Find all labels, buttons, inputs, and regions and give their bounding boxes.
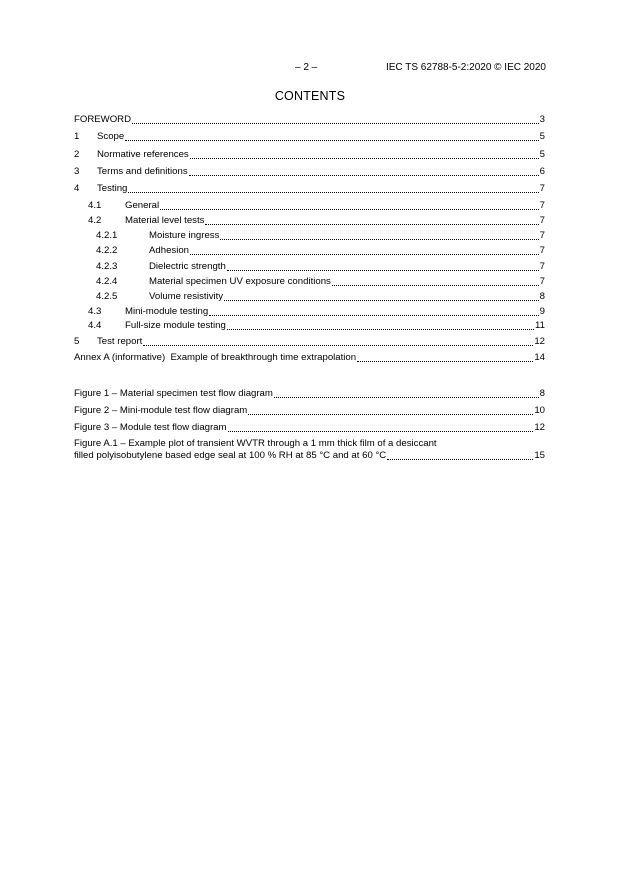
dot-leader bbox=[220, 230, 538, 240]
dot-leader bbox=[227, 261, 539, 271]
dot-leader bbox=[224, 291, 539, 301]
toc-entry-mini-module-testing[interactable] bbox=[88, 306, 545, 318]
figure-entry-page: 15 bbox=[534, 450, 545, 461]
toc-entry-page: 12 bbox=[534, 336, 545, 347]
toc-entry-label: Material level tests bbox=[125, 215, 205, 226]
toc-entry-dielectric-strength[interactable] bbox=[96, 261, 545, 273]
figure-entry-page: 10 bbox=[534, 405, 545, 416]
figure-entry-label: Figure 1 – Material specimen test flow diagram bbox=[74, 388, 273, 399]
figure-entry-label: Figure 3 – Module test flow diagram bbox=[74, 422, 227, 433]
toc-entry-number: 4.1 bbox=[88, 200, 102, 211]
figure-entry-page: 12 bbox=[534, 422, 545, 433]
toc-entry-page: 11 bbox=[535, 320, 545, 331]
toc-entry-label: Normative references bbox=[97, 149, 189, 160]
dot-leader bbox=[160, 200, 539, 210]
dot-leader bbox=[357, 352, 533, 362]
toc-entry-number: 4.4 bbox=[88, 320, 102, 331]
figure-entry-page: 8 bbox=[539, 388, 545, 399]
toc-entry-label: Full-size module testing bbox=[125, 320, 226, 331]
dot-leader bbox=[332, 276, 539, 286]
contents-title: CONTENTS bbox=[274, 89, 346, 103]
dot-leader bbox=[190, 245, 539, 255]
toc-entry-foreword[interactable] bbox=[74, 114, 545, 126]
toc-entry-terms-definitions[interactable] bbox=[74, 166, 545, 178]
toc-entry-page: 8 bbox=[539, 291, 545, 302]
toc-entry-number: 4.2 bbox=[88, 215, 102, 226]
toc-entry-general[interactable] bbox=[88, 200, 545, 212]
dot-leader bbox=[190, 149, 539, 159]
dot-leader bbox=[128, 183, 538, 193]
toc-entry-normative-references[interactable] bbox=[74, 149, 545, 161]
toc-entry-uv-exposure[interactable] bbox=[96, 276, 545, 288]
toc-entry-number: 2 bbox=[74, 149, 80, 160]
dot-leader bbox=[125, 131, 538, 141]
dot-leader bbox=[227, 320, 534, 330]
dot-leader bbox=[132, 114, 539, 124]
dot-leader bbox=[228, 422, 534, 432]
dot-leader bbox=[205, 215, 538, 225]
toc-entry-label: Volume resistivity bbox=[149, 291, 224, 302]
toc-entry-label: Terms and definitions bbox=[97, 166, 188, 177]
toc-entry-page: 7 bbox=[539, 200, 545, 211]
toc-entry-testing[interactable] bbox=[74, 183, 545, 195]
toc-entry-test-report[interactable] bbox=[74, 336, 545, 348]
dot-leader bbox=[387, 450, 533, 460]
toc-entry-number: 3 bbox=[74, 166, 80, 177]
page-number: – 2 – bbox=[295, 62, 318, 73]
figure-entry-label: Figure 2 – Mini-module test flow diagram bbox=[74, 405, 248, 416]
figure-entry-2[interactable] bbox=[74, 405, 545, 417]
toc-entry-number: 1 bbox=[74, 131, 80, 142]
toc-entry-number: 5 bbox=[74, 336, 80, 347]
toc-entry-page: 14 bbox=[534, 352, 545, 363]
toc-entry-label: Dielectric strength bbox=[149, 261, 226, 272]
toc-entry-scope[interactable] bbox=[74, 131, 545, 143]
toc-entry-label: Scope bbox=[97, 131, 125, 142]
figure-entry-a1-line1[interactable]: Figure A.1 – Example plot of transient WVTR through a 1 mm thick film of a desiccant bbox=[74, 438, 437, 449]
dot-leader bbox=[143, 336, 533, 346]
toc-entry-page: 6 bbox=[539, 166, 545, 177]
toc-entry-volume-resistivity[interactable] bbox=[96, 291, 545, 303]
figure-entry-3[interactable] bbox=[74, 422, 545, 434]
toc-entry-label: FOREWORD bbox=[74, 114, 132, 125]
dot-leader bbox=[209, 306, 538, 316]
figure-entry-label: filled polyisobutylene based edge seal at 100 % RH at 85 °C and at 60 °C bbox=[74, 450, 387, 461]
toc-entry-page: 7 bbox=[539, 215, 545, 226]
toc-entry-label: Annex A (informative) Example of breakthrough time extrapolation bbox=[74, 352, 357, 363]
toc-entry-moisture-ingress[interactable] bbox=[96, 230, 545, 242]
toc-entry-label: Test report bbox=[97, 336, 143, 347]
dot-leader bbox=[189, 166, 539, 176]
toc-entry-page: 3 bbox=[539, 114, 545, 125]
page-header bbox=[0, 62, 620, 74]
toc-entry-label: Testing bbox=[97, 183, 128, 194]
toc-entry-page: 7 bbox=[539, 276, 545, 287]
toc-entry-label: Adhesion bbox=[149, 245, 190, 256]
toc-entry-label: Material specimen UV exposure conditions bbox=[149, 276, 331, 287]
toc-entry-annex-a[interactable] bbox=[74, 352, 545, 364]
toc-entry-page: 7 bbox=[539, 245, 545, 256]
toc-entry-number: 4.2.5 bbox=[96, 291, 118, 302]
toc-entry-label: Moisture ingress bbox=[149, 230, 220, 241]
toc-entry-number: 4.2.4 bbox=[96, 276, 118, 287]
toc-entry-page: 9 bbox=[539, 306, 545, 317]
standard-reference: IEC TS 62788-5-2:2020 © IEC 2020 bbox=[385, 62, 546, 73]
toc-entry-number: 4.2.2 bbox=[96, 245, 118, 256]
toc-entry-label: General bbox=[125, 200, 160, 211]
toc-entry-number: 4.2.3 bbox=[96, 261, 118, 272]
toc-entry-number: 4.2.1 bbox=[96, 230, 118, 241]
figure-entry-a1[interactable] bbox=[74, 450, 545, 462]
figure-entry-1[interactable] bbox=[74, 388, 545, 400]
toc-entry-full-size-module-testing[interactable] bbox=[88, 320, 545, 332]
toc-entry-page: 7 bbox=[539, 183, 545, 194]
toc-entry-page: 7 bbox=[539, 261, 545, 272]
toc-entry-number: 4.3 bbox=[88, 306, 102, 317]
toc-entry-label: Mini-module testing bbox=[125, 306, 209, 317]
toc-entry-adhesion[interactable] bbox=[96, 245, 545, 257]
dot-leader bbox=[248, 405, 533, 415]
toc-entry-page: 5 bbox=[539, 131, 545, 142]
toc-entry-page: 7 bbox=[539, 230, 545, 241]
toc-entry-number: 4 bbox=[74, 183, 80, 194]
dot-leader bbox=[274, 388, 539, 398]
toc-entry-material-level-tests[interactable] bbox=[88, 215, 545, 227]
toc-entry-page: 5 bbox=[539, 149, 545, 160]
